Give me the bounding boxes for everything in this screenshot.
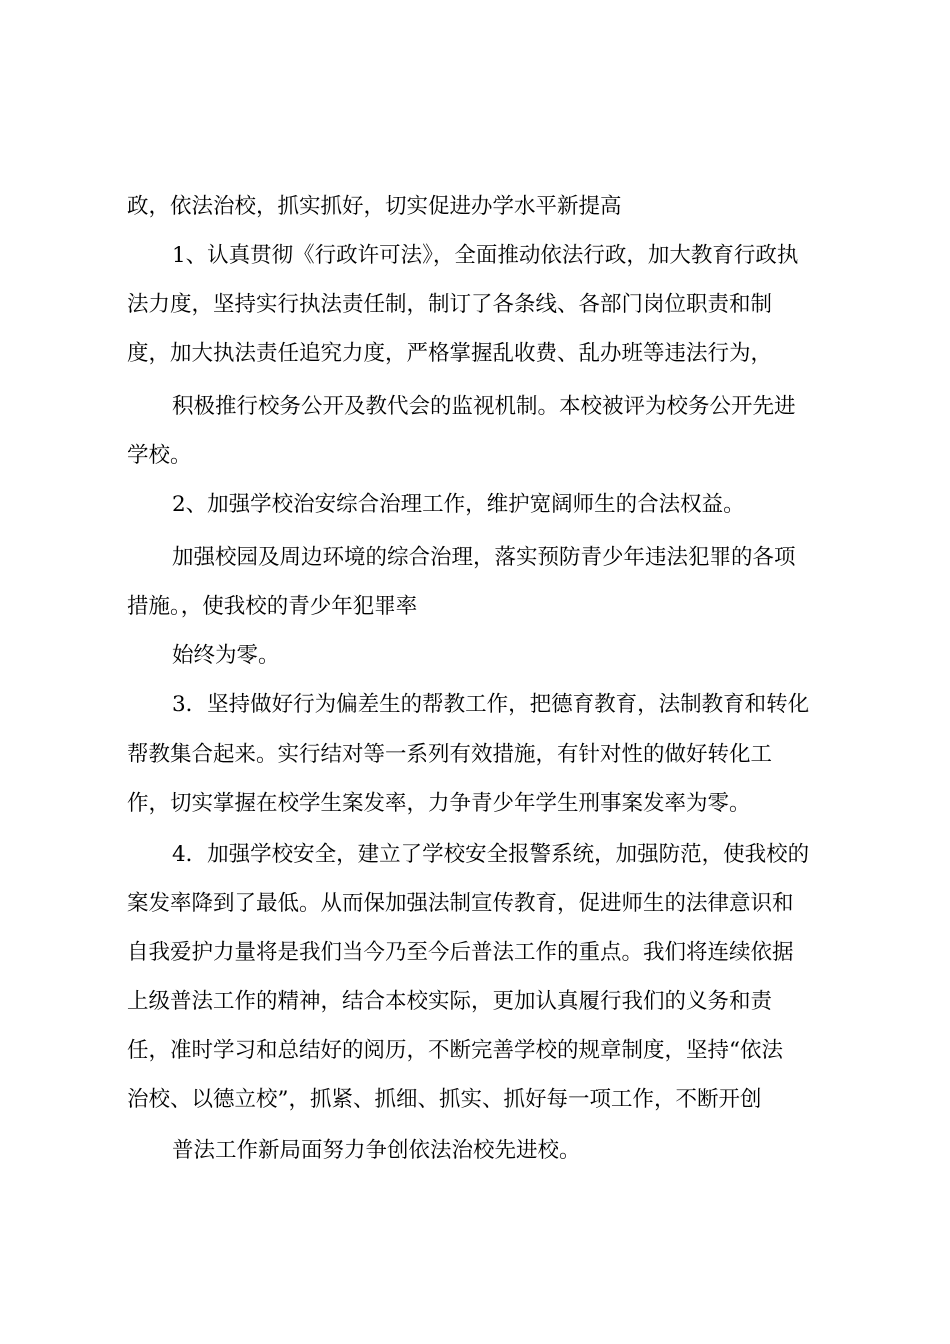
text-line-11: 3．坚持做好行为偏差生的帮教工作，把德育教育，法制教育和转化 [172, 692, 810, 717]
text-line-16: 自我爱护力量将是我们当今乃至今后普法工作的重点。我们将连续依据 [127, 940, 794, 965]
text-line-13: 作，切实掌握在校学生案发率，力争青少年学生刑事案发率为零。 [127, 791, 751, 816]
text-line-18: 任，准时学习和总结好的阅历，不断完善学校的规章制度，坚持“依法 [127, 1038, 783, 1063]
text-line-4: 度，加大执法责任追究力度，严格掌握乱收费、乱办班等违法行为， [127, 341, 773, 366]
text-line-8: 加强校园及周边环境的综合治理，落实预防青少年违法犯罪的各项 [172, 545, 796, 570]
text-line-9: 措施。，使我校的青少年犯罪率 [127, 594, 418, 619]
text-line-10: 始终为零。 [172, 643, 280, 668]
text-line-3: 法力度，坚持实行执法责任制，制订了各条线、各部门岗位职责和制 [127, 292, 773, 317]
text-line-14: 4．加强学校安全，建立了学校安全报警系统，加强防范，使我校的 [172, 842, 810, 867]
text-line-12: 帮教集合起来。实行结对等一系列有效措施，有针对性的做好转化工 [127, 742, 773, 767]
text-line-5: 积极推行校务公开及教代会的监视机制。本校被评为校务公开先进 [172, 394, 796, 419]
text-line-7: 2、加强学校治安综合治理工作，维护宽阔师生的合法权益。 [172, 492, 745, 517]
text-line-15: 案发率降到了最低。从而保加强法制宣传教育，促进师生的法律意识和 [127, 891, 794, 916]
text-line-1: 政，依法治校，抓实抓好，切实促进办学水平新提高 [127, 194, 622, 219]
text-line-2: 1、认真贯彻《行政许可法》，全面推动依法行政，加大教育行政执 [172, 243, 799, 268]
text-line-20: 普法工作新局面努力争创依法治校先进校。 [172, 1138, 581, 1163]
text-line-17: 上级普法工作的精神，结合本校实际，更加认真履行我们的义务和责 [127, 989, 773, 1014]
text-line-19: 治校、以德立校”，抓紧、抓细、抓实、抓好每一项工作，不断开创 [127, 1087, 762, 1112]
text-line-6: 学校。 [127, 443, 192, 468]
